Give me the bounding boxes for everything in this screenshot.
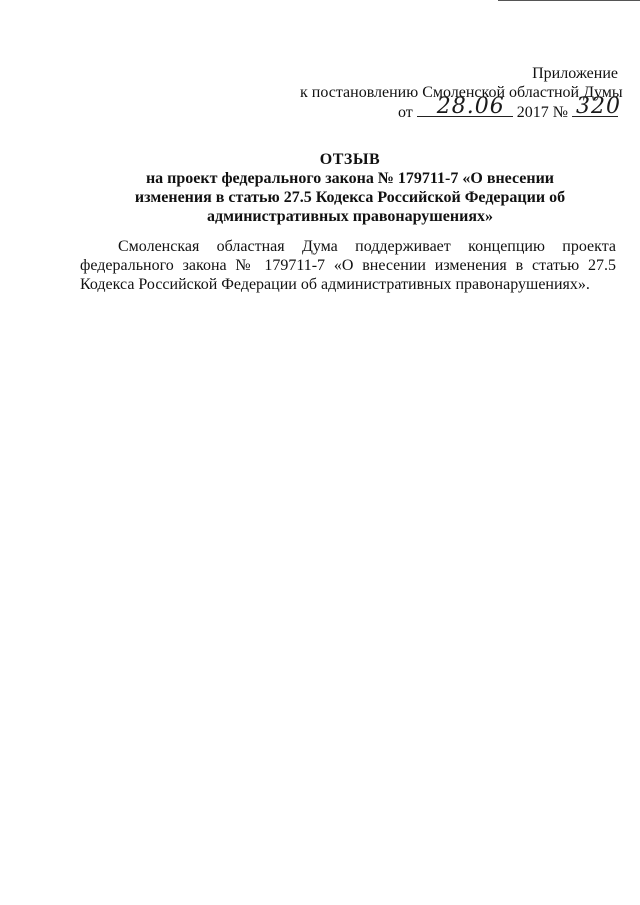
number-blank — [572, 94, 621, 119]
date-blank — [417, 94, 513, 119]
appendix-label: Приложение — [532, 65, 618, 82]
body-paragraph: Смоленская областная Дума поддерживает концепцию проекта федерального закона № 179711-7 «О внесении изменения в статью 27.5 Кодекса Российской Федерации об административных правонарушениях». — [80, 238, 616, 293]
handwritten-number: 320 — [576, 94, 621, 119]
resolution-reference: к постановлению Смоленской областной Думы — [300, 84, 623, 101]
handwritten-date: 28.06 — [436, 94, 505, 119]
year-and-number-label: 2017 № — [516, 104, 568, 121]
document-subtitle: на проект федерального закона № 179711-7 «О внесении изменения в статью 27.5 Кодекса Российской Федерации об административных правонарушениях» — [134, 170, 566, 225]
document-title: ОТЗЫВ — [319, 151, 381, 168]
top-edge-line — [498, 0, 640, 1]
document-title-block — [80, 150, 620, 226]
appendix-header — [300, 64, 623, 122]
date-prefix: от — [397, 104, 413, 121]
resolution-date-row — [300, 94, 621, 122]
